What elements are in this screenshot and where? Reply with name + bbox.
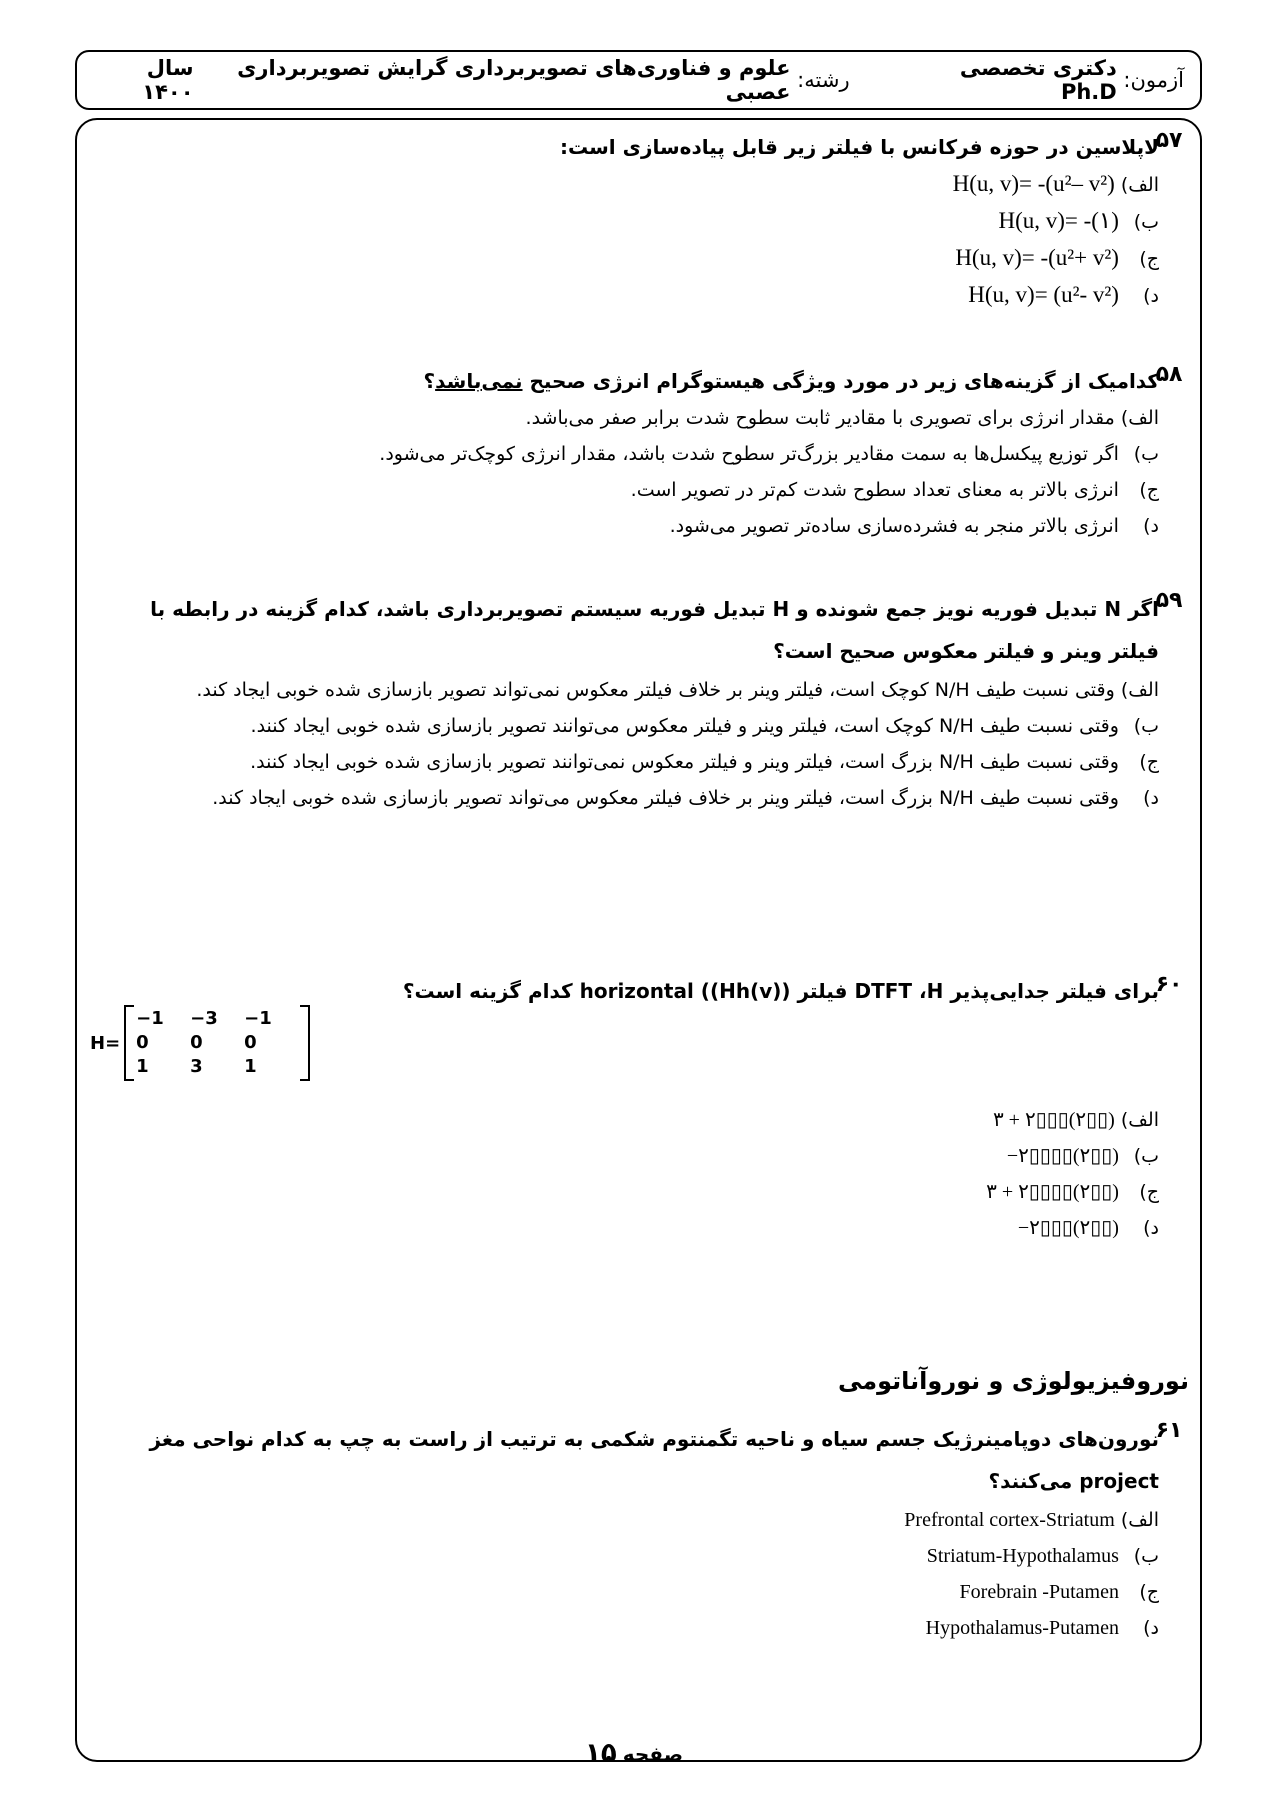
option-label: ج) bbox=[1139, 1581, 1159, 1603]
matrix-cell: −1 bbox=[244, 1008, 272, 1029]
question-number: ۶۱ bbox=[1155, 1418, 1183, 1443]
option[interactable] bbox=[89, 780, 1159, 816]
option[interactable] bbox=[89, 672, 1159, 708]
option-label: الف) bbox=[1120, 407, 1159, 429]
option[interactable] bbox=[89, 1502, 1159, 1538]
option[interactable] bbox=[119, 472, 1159, 508]
matrix-cell: 0 bbox=[244, 1032, 257, 1053]
option-text: ۳ + ۲▯▯▯▯(۲▯▯) bbox=[986, 1181, 1119, 1203]
matrix-cell: 1 bbox=[244, 1056, 257, 1077]
option-label: ب) bbox=[1133, 715, 1159, 737]
question-61 bbox=[89, 1418, 1183, 1646]
matrix-cell: −3 bbox=[190, 1008, 218, 1029]
option-text: Striatum-Hypothalamus bbox=[926, 1545, 1119, 1567]
option-text: H(u, v)= -(u²– v²) bbox=[952, 171, 1115, 196]
question-59 bbox=[89, 588, 1183, 816]
field-label: رشته: bbox=[797, 68, 850, 92]
option[interactable] bbox=[119, 240, 1159, 277]
matrix-grid bbox=[124, 1005, 310, 1081]
question-number: ۶۰ bbox=[1155, 972, 1183, 997]
option-label: الف) bbox=[1120, 1509, 1159, 1531]
option-label: ج) bbox=[1139, 479, 1159, 501]
option-text: H(u, v)= (u²- v²) bbox=[968, 282, 1119, 307]
option-label: ب) bbox=[1133, 1545, 1159, 1567]
section-title: نوروفیزیولوژی و نوروآناتومی bbox=[837, 1367, 1189, 1395]
footer-line-left bbox=[325, 1760, 575, 1762]
option-text: ۳ + ۲▯▯▯(۲▯▯) bbox=[992, 1109, 1115, 1131]
option-label: ب) bbox=[1133, 211, 1159, 233]
option[interactable] bbox=[119, 1138, 1159, 1174]
exam-value: دکتری تخصصی Ph.D bbox=[959, 56, 1117, 104]
option-label: ج) bbox=[1139, 248, 1159, 270]
option-label: الف) bbox=[1120, 679, 1159, 701]
question-58 bbox=[119, 362, 1183, 544]
option-label: د) bbox=[1143, 285, 1159, 307]
option-label: د) bbox=[1143, 1217, 1159, 1239]
option-text: Hypothalamus-Putamen bbox=[925, 1617, 1119, 1639]
matrix-cell: 0 bbox=[136, 1032, 149, 1053]
option-text: Prefrontal cortex-Striatum bbox=[904, 1509, 1115, 1531]
option-label: د) bbox=[1143, 787, 1159, 809]
matrix-cell: 3 bbox=[190, 1056, 203, 1077]
option[interactable] bbox=[89, 744, 1159, 780]
option-label: ج) bbox=[1139, 1181, 1159, 1203]
option-text: Forebrain -Putamen bbox=[959, 1581, 1119, 1603]
matrix-cell: 1 bbox=[136, 1056, 149, 1077]
matrix-label: H= bbox=[90, 1032, 121, 1054]
question-60-options bbox=[119, 1102, 1159, 1246]
option[interactable] bbox=[119, 436, 1159, 472]
field-value: علوم و فناوری‌های تصویربرداری گرایش تصویربرداری عصبی bbox=[237, 56, 791, 104]
question-stem: نورون‌های دوپامینرژیک جسم سیاه و ناحیه تگمنتوم شکمی به ترتیب از راست به چپ به کدام نواحی مغز project می‌کنند؟ bbox=[149, 1427, 1159, 1493]
option[interactable] bbox=[119, 400, 1159, 436]
question-number: ۵۸ bbox=[1155, 362, 1183, 387]
matrix-cell: 0 bbox=[190, 1032, 203, 1053]
question-stem: برای فیلتر جدایی‌پذیر DTFT ،H فیلتر horizontal ((Hh(v)) کدام گزینه است؟ bbox=[402, 979, 1159, 1003]
option-text: وقتی نسبت طیف N/H بزرگ است، فیلتر وینر بر خلاف فیلتر معکوس می‌تواند تصویر بازسازی شده خوبی ایجاد کند. bbox=[212, 787, 1119, 809]
option[interactable] bbox=[89, 1574, 1159, 1610]
option-label: ب) bbox=[1133, 443, 1159, 465]
page-number: صفحه۱۵ bbox=[585, 1738, 684, 1768]
option-text: وقتی نسبت طیف N/H کوچک است، فیلتر وینر و فیلتر معکوس می‌توانند تصویر بازسازی شده خوبی ایجاد کنند. bbox=[250, 715, 1119, 737]
option-text: اگر توزیع پیکسل‌ها به سمت مقادیر بزرگ‌تر سطوح شدت باشد، مقدار انرژی کوچک‌تر می‌شود. bbox=[379, 443, 1119, 465]
option-label: الف) bbox=[1120, 1109, 1159, 1131]
option-text: H(u, v)= -(u²+ v²) bbox=[955, 245, 1119, 270]
option[interactable] bbox=[119, 203, 1159, 240]
filter-matrix bbox=[90, 1005, 310, 1081]
page-footer bbox=[0, 1738, 1279, 1778]
option[interactable] bbox=[89, 708, 1159, 744]
option-text: H(u, v)= -(۱) bbox=[998, 208, 1119, 233]
option[interactable] bbox=[89, 1538, 1159, 1574]
option[interactable] bbox=[89, 1610, 1159, 1646]
footer-line-right bbox=[700, 1760, 950, 1762]
option-label: د) bbox=[1143, 515, 1159, 537]
option[interactable] bbox=[119, 508, 1159, 544]
option[interactable] bbox=[119, 1174, 1159, 1210]
exam-year: سال ۱۴۰۰ bbox=[142, 56, 194, 104]
option-text: −۲▯▯▯(۲▯▯) bbox=[1017, 1217, 1119, 1239]
option-label: ب) bbox=[1133, 1145, 1159, 1167]
question-number: ۵۹ bbox=[1155, 588, 1183, 613]
option[interactable] bbox=[119, 1102, 1159, 1138]
option[interactable] bbox=[119, 166, 1159, 203]
option-text: −۲▯▯▯▯(۲▯▯) bbox=[1006, 1145, 1119, 1167]
option-text: انرژی بالاتر منجر به فشرده‌سازی ساده‌تر تصویر می‌شود. bbox=[669, 515, 1119, 537]
exam-label: آزمون: bbox=[1123, 68, 1184, 92]
option[interactable] bbox=[119, 277, 1159, 314]
option-label: الف) bbox=[1120, 174, 1159, 196]
question-stem: لاپلاسین در حوزه فرکانس با فیلتر زیر قابل پیاده‌سازی است: bbox=[559, 135, 1159, 159]
option-label: د) bbox=[1143, 1617, 1159, 1639]
option-text: انرژی بالاتر به معنای تعداد سطوح شدت کم‌تر در تصویر است. bbox=[630, 479, 1119, 501]
question-stem: اگر N تبدیل فوریه نویز جمع شونده و H تبدیل فوریه سیستم تصویربرداری باشد، کدام گزینه در رابطه با فیلتر وینر و فیلتر معکوس صحیح است؟ bbox=[150, 597, 1159, 663]
question-number: ۵۷ bbox=[1155, 128, 1183, 153]
option-text: وقتی نسبت طیف N/H کوچک است، فیلتر وینر بر خلاف فیلتر معکوس نمی‌تواند تصویر بازسازی شده خوبی ایجاد کند. bbox=[196, 679, 1115, 701]
option-text: مقدار انرژی برای تصویری با مقادیر ثابت سطوح شدت برابر صفر می‌باشد. bbox=[525, 407, 1115, 429]
option-text: وقتی نسبت طیف N/H بزرگ است، فیلتر وینر و فیلتر معکوس نمی‌توانند تصویر بازسازی شده خوبی ایجاد کنند. bbox=[250, 751, 1119, 773]
exam-header bbox=[75, 50, 1202, 110]
option-label: ج) bbox=[1139, 751, 1159, 773]
option[interactable] bbox=[119, 1210, 1159, 1246]
matrix-cell: −1 bbox=[136, 1008, 164, 1029]
question-stem: کدامیک از گزینه‌های زیر در مورد ویژگی هیستوگرام انرژی صحیح نمی‌باشد؟ bbox=[423, 369, 1159, 393]
question-57 bbox=[119, 128, 1183, 314]
